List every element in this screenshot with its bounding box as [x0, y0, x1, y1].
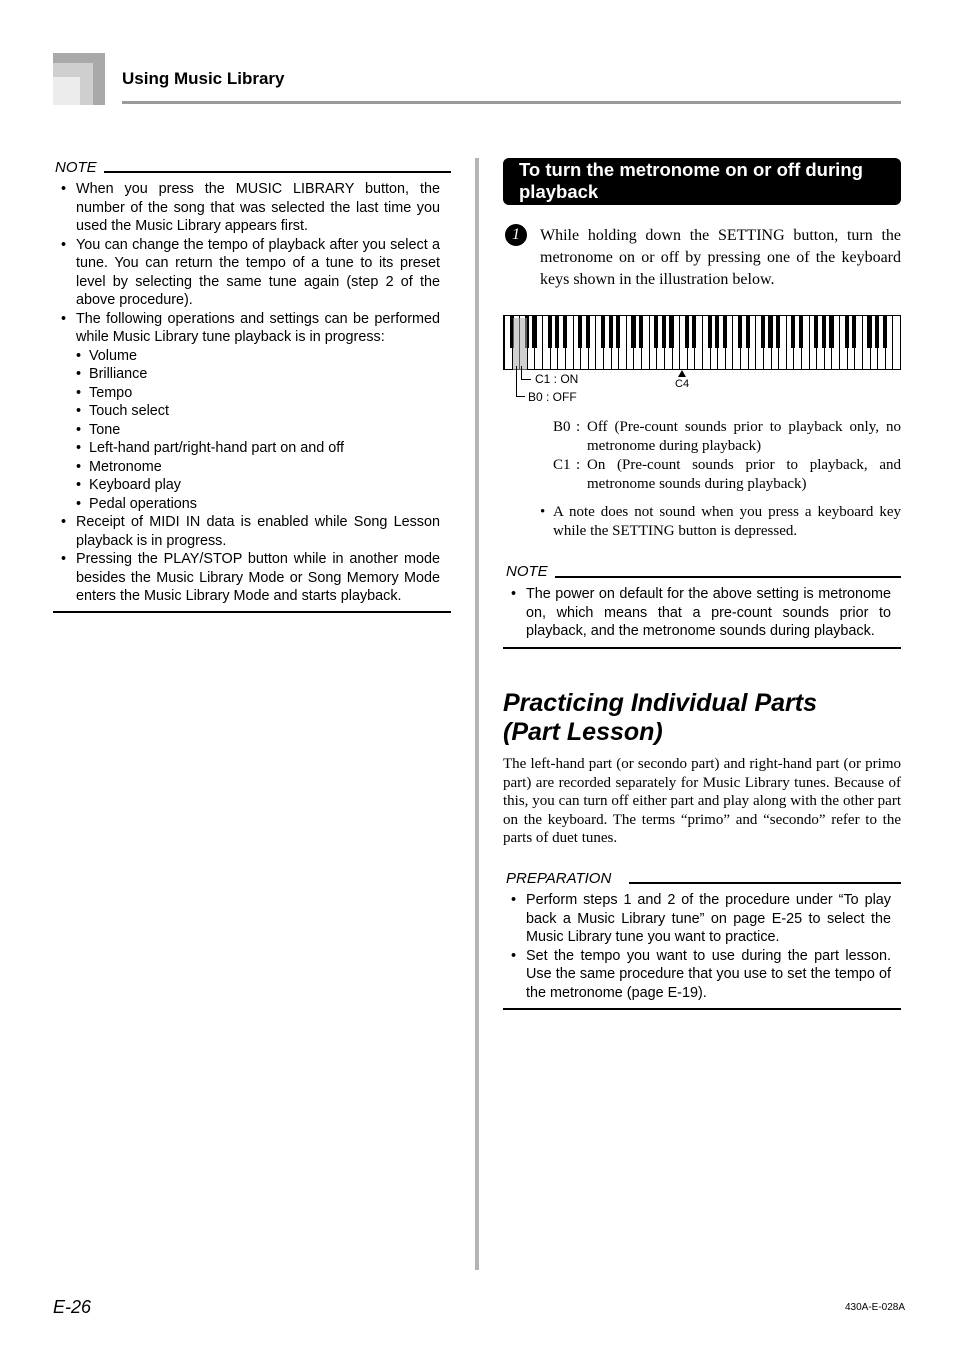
note-subitem: • Metronome [76, 458, 440, 477]
metronome-bullet-text: A note does not sound when you press a keyboard key while the SETTING button is depressed. [553, 504, 901, 539]
black-key [563, 316, 567, 348]
white-key-divider [900, 316, 901, 369]
note-list [53, 180, 440, 606]
black-key [532, 316, 536, 348]
white-key-divider [679, 316, 680, 369]
black-key [715, 316, 719, 348]
definition-value: On (Pre-count sounds prior to playback, and metronome sounds during playback) [587, 457, 901, 492]
c4-marker-icon [678, 370, 686, 377]
preparation-top-rule [629, 882, 901, 884]
b0-off-label: B0 : OFF [528, 390, 577, 404]
black-key [746, 316, 750, 348]
white-key-divider [786, 316, 787, 369]
definition-key: C1 [553, 457, 571, 473]
header-tab-graphic-core [53, 77, 80, 105]
white-key-divider [542, 316, 543, 369]
c1-leader-line-h [521, 379, 531, 380]
column-divider [475, 158, 479, 1270]
black-key [867, 316, 871, 348]
c4-label: C4 [675, 378, 690, 390]
b0-leader-line [516, 366, 517, 397]
black-key [586, 316, 590, 348]
white-key-divider [755, 316, 756, 369]
black-key [845, 316, 849, 348]
white-key-divider [573, 316, 574, 369]
step-number-badge: 1 [505, 224, 527, 246]
black-key [662, 316, 666, 348]
white-key-divider [809, 316, 810, 369]
section-title: Using Music Library [122, 69, 285, 88]
page-number: E-26 [53, 1297, 92, 1317]
note-subitems [76, 347, 440, 514]
key-definitions [553, 418, 901, 494]
black-key [768, 316, 772, 348]
white-key-divider [892, 316, 893, 369]
definition-value: Off (Pre-count sounds prior to playback only, no metronome during playback) [587, 419, 901, 454]
black-key [555, 316, 559, 348]
note-subitem: • Volume [76, 347, 440, 366]
part-lesson-title [503, 689, 817, 747]
black-key [776, 316, 780, 348]
note-subitem: • Tone [76, 421, 440, 440]
note2-item: • The power on default for the above setting is metronome on, which means that a pre-count sounds prior to playback, and the metronome sounds during playback. [503, 585, 891, 641]
note-label: NOTE [55, 159, 101, 176]
note-subitem: • Left-hand part/right-hand part on and off [76, 439, 440, 458]
definition-colon: : [576, 419, 581, 435]
black-key [875, 316, 879, 348]
note-item-text: You can change the tempo of playback after you select a tune. You can return the tempo of a tune to its preset level by selecting the same tune again (step 2 of the above procedure). [76, 236, 440, 308]
header-rule [122, 101, 901, 104]
black-key [639, 316, 643, 348]
black-key [609, 316, 613, 348]
white-key-divider [862, 316, 863, 369]
definition-key: B0 [553, 419, 571, 435]
part-lesson-title-line1: Practicing Individual Parts [503, 689, 817, 717]
white-key-divider [504, 316, 505, 369]
c1-on-label: C1 : ON [535, 372, 579, 386]
preparation-label: PREPARATION [506, 870, 615, 887]
black-key [761, 316, 765, 348]
note-item-text: The following operations and settings can be performed while Music Library tune playback is in progress: [76, 310, 440, 345]
c1-leader-line [521, 366, 522, 380]
b0-leader-line-h [516, 396, 525, 397]
step-text: While holding down the SETTING button, turn the metronome on or off by pressing one of the keyboard keys shown in the illustration below. [540, 227, 901, 288]
black-key [708, 316, 712, 348]
note-subitem: • Keyboard play [76, 476, 440, 495]
white-key-divider [626, 316, 627, 369]
black-key [654, 316, 658, 348]
note2-list [503, 585, 891, 641]
note-subitem: • Pedal operations [76, 495, 440, 514]
white-key-divider [839, 316, 840, 369]
preparation-list [503, 891, 891, 1002]
metronome-heading: To turn the metronome on or off during playback [519, 159, 863, 202]
note2-label: NOTE [506, 563, 552, 580]
definition-colon: : [576, 457, 581, 473]
white-key-divider [732, 316, 733, 369]
part-lesson-title-line2: (Part Lesson) [503, 718, 663, 746]
black-key [883, 316, 887, 348]
note-subitem: • Tempo [76, 384, 440, 403]
black-key [814, 316, 818, 348]
note-item-text: Receipt of MIDI IN data is enabled while Song Lesson playback is in progress. [76, 514, 440, 549]
note-item-text: Pressing the PLAY/STOP button while in another mode besides the Music Library Mode or Song Memory Mode enters the Music Library Mode and starts playback. [76, 551, 440, 604]
note2-top-rule [555, 576, 901, 578]
note-item [53, 550, 440, 606]
preparation-item: • Perform steps 1 and 2 of the procedure under “To play back a Music Library tune” on page E-25 to select the Music Library tune you want to practice. [503, 891, 891, 947]
black-key [616, 316, 620, 348]
part-lesson-body: The left-hand part (or secondo part) and right-hand part (or primo part) are recorded separately for Music Library tunes. Because of this, you can turn off either part and play along with the other part on the keyboard. The terms “primo” and “secondo” refer to the parts of duet tunes. [503, 756, 901, 847]
black-key [829, 316, 833, 348]
black-key [723, 316, 727, 348]
preparation-item: • Set the tempo you want to use during the part lesson. Use the same procedure that you use to set the tempo of the metronome (page E-19). [503, 947, 891, 1003]
preparation-bottom-rule [503, 1008, 901, 1010]
black-key [822, 316, 826, 348]
definition-row [553, 418, 901, 456]
note-top-rule [104, 171, 451, 173]
black-key [631, 316, 635, 348]
note-subitem: • Brilliance [76, 365, 440, 384]
black-key [578, 316, 582, 348]
keyboard-illustration [503, 315, 901, 370]
note-item-text: When you press the MUSIC LIBRARY button, the number of the song that was selected the last time you used the Music Library appears first. [76, 181, 440, 234]
definition-row [553, 456, 901, 494]
bullet-dot: • [540, 504, 546, 520]
white-key-divider [702, 316, 703, 369]
black-key [669, 316, 673, 348]
black-key [692, 316, 696, 348]
black-key [791, 316, 795, 348]
black-key [738, 316, 742, 348]
note-bottom-rule [53, 611, 451, 613]
white-key-divider [595, 316, 596, 369]
note-item [53, 310, 440, 514]
note-subitem: • Touch select [76, 402, 440, 421]
white-key-divider [649, 316, 650, 369]
black-key [799, 316, 803, 348]
note2-bottom-rule [503, 647, 901, 649]
note-item [53, 236, 440, 310]
black-key [601, 316, 605, 348]
black-key [852, 316, 856, 348]
metronome-bullet [540, 503, 901, 541]
note-item [53, 180, 440, 236]
metronome-heading-bar [503, 158, 901, 205]
document-code: 430A-E-028A [845, 1302, 906, 1313]
note-item [53, 513, 440, 550]
highlighted-keys [513, 318, 527, 370]
black-key [548, 316, 552, 348]
black-key [685, 316, 689, 348]
